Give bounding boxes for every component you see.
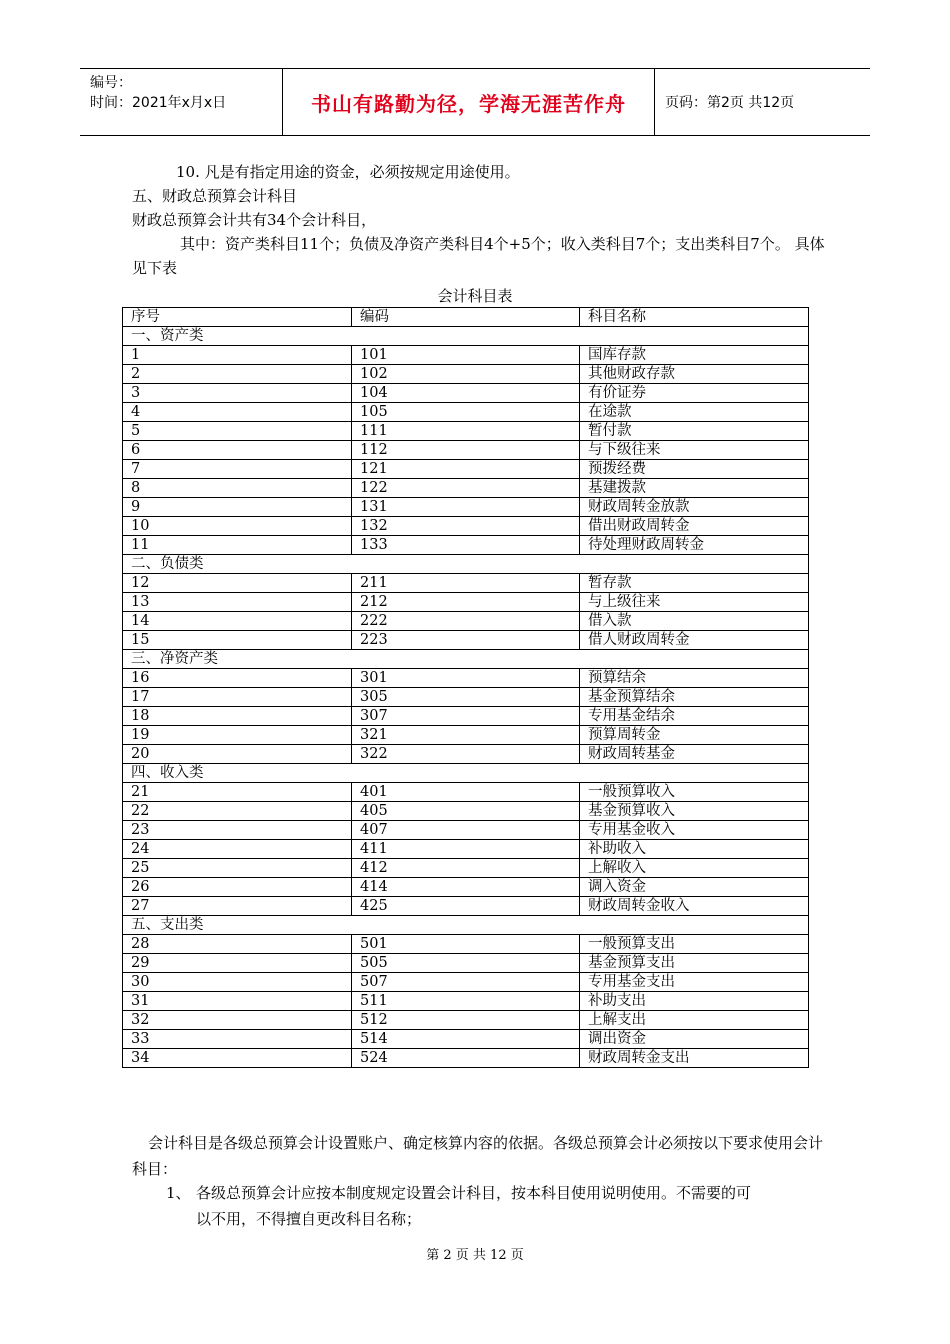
document-date-label: 时间：2021年x月x日 xyxy=(90,95,227,111)
cell-code: 514 xyxy=(352,1030,580,1049)
cell-name: 基金预算支出 xyxy=(580,954,809,973)
cell-index: 7 xyxy=(123,460,352,479)
table-row xyxy=(123,403,809,422)
cell-code: 305 xyxy=(352,688,580,707)
table-title: 会计科目表 xyxy=(437,287,513,305)
cell-index: 19 xyxy=(123,726,352,745)
cell-name: 与上级往来 xyxy=(580,593,809,612)
table-row xyxy=(123,365,809,384)
table-section-row xyxy=(123,327,809,346)
cell-index: 12 xyxy=(123,574,352,593)
table-row xyxy=(123,973,809,992)
cell-name: 专用基金支出 xyxy=(580,973,809,992)
cell-name: 预算结余 xyxy=(580,669,809,688)
cell-code: 133 xyxy=(352,536,580,555)
table-row xyxy=(123,536,809,555)
accounts-table xyxy=(122,307,809,1068)
cell-code: 212 xyxy=(352,593,580,612)
cell-name: 借出财政周转金 xyxy=(580,517,809,536)
table-row xyxy=(123,878,809,897)
cell-name: 一般预算支出 xyxy=(580,935,809,954)
section-label: 四、收入类 xyxy=(123,764,809,783)
cell-index: 28 xyxy=(123,935,352,954)
table-row xyxy=(123,631,809,650)
page-header xyxy=(80,68,870,136)
cell-index: 10 xyxy=(123,517,352,536)
table-row xyxy=(123,783,809,802)
header-cell-name: 科目名称 xyxy=(580,308,809,327)
cell-index: 30 xyxy=(123,973,352,992)
cell-name: 专用基金收入 xyxy=(580,821,809,840)
table-section-row xyxy=(123,650,809,669)
table-row xyxy=(123,897,809,916)
cell-index: 6 xyxy=(123,441,352,460)
table-section-row xyxy=(123,555,809,574)
cell-code: 122 xyxy=(352,479,580,498)
cell-code: 401 xyxy=(352,783,580,802)
table-header-row xyxy=(123,308,809,327)
cell-index: 5 xyxy=(123,422,352,441)
paragraph-rule-10: 10. 凡是有指定用途的资金，必须按规定用途使用。 xyxy=(176,163,520,181)
cell-index: 32 xyxy=(123,1011,352,1030)
cell-name: 财政周转金支出 xyxy=(580,1049,809,1068)
cell-name: 上解收入 xyxy=(580,859,809,878)
section-label: 一、资产类 xyxy=(123,327,809,346)
cell-code: 132 xyxy=(352,517,580,536)
cell-name: 上解支出 xyxy=(580,1011,809,1030)
table-section-row xyxy=(123,916,809,935)
cell-name: 财政周转金收入 xyxy=(580,897,809,916)
cell-name: 待处理财政周转金 xyxy=(580,536,809,555)
cell-name: 预算周转金 xyxy=(580,726,809,745)
table-row xyxy=(123,422,809,441)
table-row xyxy=(123,479,809,498)
cell-name: 调入资金 xyxy=(580,878,809,897)
section-label: 三、净资产类 xyxy=(123,650,809,669)
cell-code: 507 xyxy=(352,973,580,992)
section-label: 二、负债类 xyxy=(123,555,809,574)
header-motto: 书山有路勤为径，学海无涯苦作舟 xyxy=(311,91,626,116)
cell-code: 425 xyxy=(352,897,580,916)
section-heading: 五、财政总预算会计科目 xyxy=(132,187,298,205)
cell-index: 25 xyxy=(123,859,352,878)
cell-name: 财政周转金放款 xyxy=(580,498,809,517)
cell-name: 基建拨款 xyxy=(580,479,809,498)
list-item-usage-1 xyxy=(166,1180,826,1232)
cell-code: 405 xyxy=(352,802,580,821)
cell-index: 3 xyxy=(123,384,352,403)
paragraph-account-breakdown: 其中：资产类科目11个；负债及净资产类科目4个+5个；收入类科目7个；支出类科目7个。 具体见下表 xyxy=(132,235,825,277)
cell-name: 有价证券 xyxy=(580,384,809,403)
table-row xyxy=(123,574,809,593)
cell-name: 调出资金 xyxy=(580,1030,809,1049)
cell-index: 23 xyxy=(123,821,352,840)
table-row xyxy=(123,498,809,517)
table-section-row xyxy=(123,764,809,783)
cell-code: 411 xyxy=(352,840,580,859)
cell-name: 暂存款 xyxy=(580,574,809,593)
cell-index: 18 xyxy=(123,707,352,726)
table-row xyxy=(123,726,809,745)
cell-code: 322 xyxy=(352,745,580,764)
cell-code: 301 xyxy=(352,669,580,688)
cell-index: 24 xyxy=(123,840,352,859)
paragraph-usage-intro: 会计科目是各级总预算会计设置账户、确定核算内容的依据。各级总预算会计必须按以下要求使用会计科目： xyxy=(132,1134,824,1178)
table-row xyxy=(123,1011,809,1030)
table-row xyxy=(123,346,809,365)
header-cell-code: 编码 xyxy=(352,308,580,327)
cell-index: 8 xyxy=(123,479,352,498)
cell-name: 暂付款 xyxy=(580,422,809,441)
cell-index: 21 xyxy=(123,783,352,802)
cell-index: 27 xyxy=(123,897,352,916)
table-row xyxy=(123,669,809,688)
cell-code: 104 xyxy=(352,384,580,403)
header-motto-cell xyxy=(282,69,655,135)
list-item-text-line1: 各级总预算会计应按本制度规定设置会计科目，按本科目使用说明使用。不需要的可 xyxy=(196,1184,752,1202)
table-row xyxy=(123,859,809,878)
table-row xyxy=(123,821,809,840)
cell-name: 基金预算收入 xyxy=(580,802,809,821)
cell-code: 102 xyxy=(352,365,580,384)
cell-code: 505 xyxy=(352,954,580,973)
header-meta xyxy=(80,69,282,135)
cell-code: 112 xyxy=(352,441,580,460)
cell-index: 33 xyxy=(123,1030,352,1049)
table-row xyxy=(123,745,809,764)
cell-code: 131 xyxy=(352,498,580,517)
cell-name: 与下级往来 xyxy=(580,441,809,460)
table-row xyxy=(123,593,809,612)
table-row xyxy=(123,840,809,859)
table-row xyxy=(123,1049,809,1068)
table-row xyxy=(123,954,809,973)
cell-index: 13 xyxy=(123,593,352,612)
cell-name: 专用基金结余 xyxy=(580,707,809,726)
cell-index: 17 xyxy=(123,688,352,707)
cell-name: 借人财政周转金 xyxy=(580,631,809,650)
list-item-number: 1、 xyxy=(166,1184,191,1202)
cell-code: 511 xyxy=(352,992,580,1011)
document-number-label: 编号： xyxy=(90,75,132,91)
cell-code: 412 xyxy=(352,859,580,878)
cell-code: 501 xyxy=(352,935,580,954)
header-page-cell xyxy=(655,69,870,135)
cell-name: 一般预算收入 xyxy=(580,783,809,802)
table-row xyxy=(123,802,809,821)
cell-name: 基金预算结余 xyxy=(580,688,809,707)
cell-code: 121 xyxy=(352,460,580,479)
header-page-number: 页码：第2页 共12页 xyxy=(665,95,795,111)
cell-name: 财政周转基金 xyxy=(580,745,809,764)
cell-code: 321 xyxy=(352,726,580,745)
cell-code: 414 xyxy=(352,878,580,897)
cell-name: 其他财政存款 xyxy=(580,365,809,384)
table-row xyxy=(123,707,809,726)
cell-code: 512 xyxy=(352,1011,580,1030)
table-row xyxy=(123,1030,809,1049)
cell-name: 预拨经费 xyxy=(580,460,809,479)
cell-name: 在途款 xyxy=(580,403,809,422)
table-row xyxy=(123,935,809,954)
table-row xyxy=(123,441,809,460)
cell-index: 16 xyxy=(123,669,352,688)
cell-index: 15 xyxy=(123,631,352,650)
cell-index: 11 xyxy=(123,536,352,555)
cell-code: 222 xyxy=(352,612,580,631)
section-label: 五、支出类 xyxy=(123,916,809,935)
page-footer: 第 2 页 共 12 页 xyxy=(426,1248,524,1263)
cell-code: 307 xyxy=(352,707,580,726)
table-row xyxy=(123,992,809,1011)
cell-code: 524 xyxy=(352,1049,580,1068)
cell-index: 31 xyxy=(123,992,352,1011)
cell-index: 26 xyxy=(123,878,352,897)
cell-name: 国库存款 xyxy=(580,346,809,365)
list-item-text-line2: 以不用，不得擅自更改科目名称； xyxy=(196,1210,422,1228)
cell-index: 34 xyxy=(123,1049,352,1068)
cell-code: 101 xyxy=(352,346,580,365)
cell-index: 9 xyxy=(123,498,352,517)
cell-code: 211 xyxy=(352,574,580,593)
cell-name: 补助支出 xyxy=(580,992,809,1011)
cell-index: 22 xyxy=(123,802,352,821)
header-cell-index: 序号 xyxy=(123,308,352,327)
table-row xyxy=(123,688,809,707)
table-row xyxy=(123,517,809,536)
cell-code: 105 xyxy=(352,403,580,422)
cell-code: 407 xyxy=(352,821,580,840)
table-row xyxy=(123,460,809,479)
cell-index: 2 xyxy=(123,365,352,384)
cell-index: 20 xyxy=(123,745,352,764)
cell-code: 223 xyxy=(352,631,580,650)
cell-index: 4 xyxy=(123,403,352,422)
cell-index: 14 xyxy=(123,612,352,631)
cell-name: 借入款 xyxy=(580,612,809,631)
cell-index: 29 xyxy=(123,954,352,973)
table-row xyxy=(123,384,809,403)
cell-name: 补助收入 xyxy=(580,840,809,859)
paragraph-account-count: 财政总预算会计共有34个会计科目， xyxy=(132,211,377,229)
cell-index: 1 xyxy=(123,346,352,365)
table-row xyxy=(123,612,809,631)
cell-code: 111 xyxy=(352,422,580,441)
